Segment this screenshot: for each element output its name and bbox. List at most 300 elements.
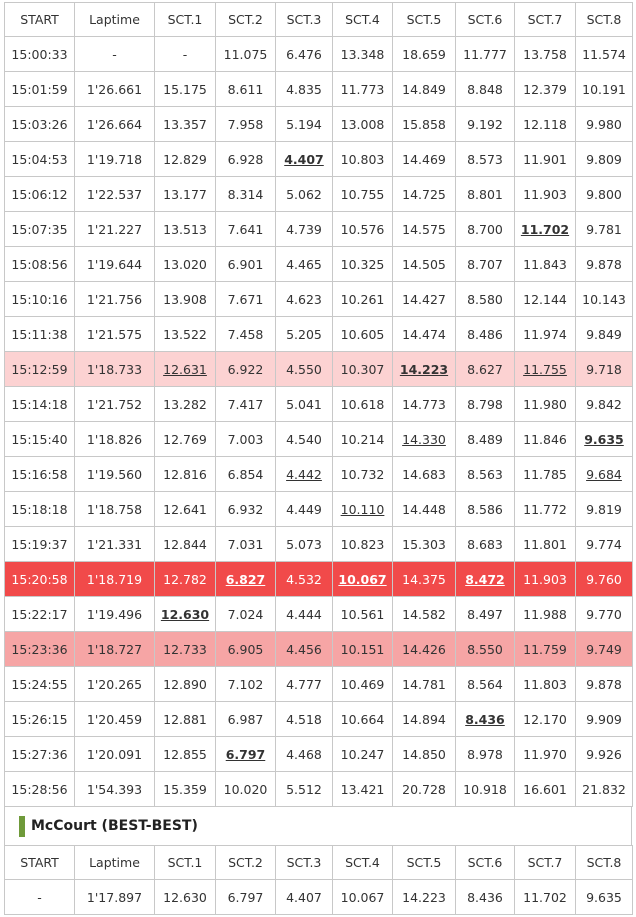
lap-cell-value: 7.671 <box>227 291 264 307</box>
lap-cell-value: 10.020 <box>223 781 268 797</box>
lap-cell-value: 12.170 <box>523 711 567 727</box>
lap-cell <box>456 107 515 142</box>
lap-cell <box>576 527 633 562</box>
lap-cell-value: 1'21.227 <box>86 221 143 237</box>
lap-cell-value: 13.282 <box>163 396 207 412</box>
lap-cell <box>393 107 456 142</box>
lap-cell-value: 9.770 <box>586 606 622 622</box>
lap-cell <box>5 317 75 352</box>
lap-cell <box>75 247 155 282</box>
best-cell: 11.702 <box>515 880 576 915</box>
lap-cell-value: 8.627 <box>467 361 503 377</box>
lap-cell-value: 14.683 <box>402 466 446 482</box>
lap-cell <box>216 317 276 352</box>
lap-cell-value: 8.978 <box>467 746 503 762</box>
lap-cell <box>515 667 576 702</box>
lap-cell <box>75 177 155 212</box>
lap-cell <box>155 667 216 702</box>
lap-table-col-header: SCT.7 <box>515 3 576 37</box>
lap-row <box>5 457 633 492</box>
lap-cell-value: 7.003 <box>227 431 264 447</box>
lap-cell-value: 8.573 <box>467 151 503 167</box>
lap-cell-value: 15:08:56 <box>11 256 68 272</box>
lap-cell <box>456 772 515 807</box>
lap-cell <box>333 667 393 702</box>
lap-cell-value: 12.631 <box>163 361 207 377</box>
lap-cell <box>216 527 276 562</box>
lap-cell-value: 1'20.091 <box>86 746 143 762</box>
lap-cell <box>576 352 633 387</box>
lap-cell-value: 14.330 <box>402 431 446 447</box>
lap-cell-value: 8.563 <box>467 466 503 482</box>
lap-cell-value: 11.702 <box>520 221 570 237</box>
lap-cell-value: - <box>182 46 188 62</box>
lap-cell <box>5 597 75 632</box>
lap-cell <box>75 597 155 632</box>
lap-cell <box>5 492 75 527</box>
lap-cell <box>333 737 393 772</box>
lap-cell-value: 10.325 <box>340 256 385 272</box>
lap-cell <box>333 212 393 247</box>
lap-cell-value: 9.849 <box>586 326 622 342</box>
lap-cell <box>393 282 456 317</box>
lap-cell-value: 15.858 <box>402 116 446 132</box>
lap-cell-value: 1'18.733 <box>86 361 143 377</box>
lap-cell-value: 15:01:59 <box>11 81 68 97</box>
lap-cell <box>5 457 75 492</box>
best-cell: 10.067 <box>333 880 393 915</box>
lap-cell <box>333 282 393 317</box>
lap-cell-value: 4.449 <box>286 501 322 517</box>
lap-cell <box>5 282 75 317</box>
lap-cell <box>5 352 75 387</box>
lap-cell-value: 10.261 <box>340 291 385 307</box>
lap-cell <box>155 247 216 282</box>
lap-cell <box>576 562 633 597</box>
lap-cell-value: 11.759 <box>523 641 567 657</box>
lap-cell <box>576 457 633 492</box>
lap-cell-value: 10.191 <box>582 81 626 97</box>
lap-cell <box>576 72 633 107</box>
lap-cell <box>515 107 576 142</box>
lap-row <box>5 37 633 72</box>
lap-cell <box>333 702 393 737</box>
lap-cell <box>216 702 276 737</box>
lap-cell-value: 4.442 <box>286 466 322 482</box>
lap-table-col-header: SCT.2 <box>216 3 276 37</box>
lap-cell-value: 11.903 <box>523 571 567 587</box>
lap-cell <box>276 702 333 737</box>
lap-cell <box>276 72 333 107</box>
lap-cell <box>216 212 276 247</box>
lap-cell <box>276 247 333 282</box>
lap-cell <box>393 492 456 527</box>
lap-cell-value: 15:24:55 <box>11 676 68 692</box>
lap-cell <box>216 562 276 597</box>
lap-cell <box>515 317 576 352</box>
best-table-col-header: SCT.3 <box>276 846 333 880</box>
lap-cell <box>276 107 333 142</box>
lap-cell-value: 9.760 <box>586 571 622 587</box>
lap-cell-value: 14.725 <box>402 186 446 202</box>
lap-cell <box>155 317 216 352</box>
lap-cell <box>216 177 276 212</box>
lap-cell-value: 6.932 <box>227 501 264 517</box>
lap-cell <box>456 37 515 72</box>
lap-cell-value: 6.922 <box>227 361 264 377</box>
lap-cell-value: 8.611 <box>227 81 264 97</box>
lap-cell <box>456 527 515 562</box>
lap-cell <box>515 632 576 667</box>
lap-cell-value: 6.987 <box>227 711 264 727</box>
lap-cell-value: 8.436 <box>465 711 505 727</box>
lap-cell-value: 1'21.756 <box>86 291 143 307</box>
lap-cell <box>576 247 633 282</box>
best-cell: 8.436 <box>456 880 515 915</box>
lap-cell-value: 11.843 <box>523 256 567 272</box>
lap-cell-value: 1'21.331 <box>86 536 143 552</box>
lap-cell-value: 7.102 <box>227 676 264 692</box>
lap-cell <box>333 177 393 212</box>
lap-row <box>5 142 633 177</box>
lap-cell-value: 14.849 <box>402 81 446 97</box>
lap-cell-value: 12.769 <box>163 431 207 447</box>
lap-cell-value: 15:19:37 <box>11 536 68 552</box>
lap-cell-value: 1'19.560 <box>86 466 143 482</box>
lap-cell-value: 9.819 <box>586 501 622 517</box>
lap-cell-value: 9.878 <box>586 676 622 692</box>
lap-cell-value: 6.854 <box>227 466 264 482</box>
lap-cell-value: 15:11:38 <box>11 326 68 342</box>
lap-cell <box>333 772 393 807</box>
lap-cell-value: 13.908 <box>163 291 207 307</box>
lap-cell-value: 14.575 <box>402 221 446 237</box>
lap-cell <box>155 772 216 807</box>
lap-cell-value: 11.777 <box>463 46 507 62</box>
lap-cell-value: 10.803 <box>340 151 385 167</box>
lap-cell-value: 15:07:35 <box>11 221 68 237</box>
lap-cell-value: 11.785 <box>523 466 567 482</box>
lap-cell-value: 12.844 <box>163 536 207 552</box>
lap-row <box>5 667 633 702</box>
lap-cell-value: 12.816 <box>163 466 207 482</box>
lap-cell <box>216 37 276 72</box>
lap-cell <box>75 527 155 562</box>
lap-cell <box>333 247 393 282</box>
lap-cell-value: 13.522 <box>163 326 207 342</box>
lap-cell <box>515 772 576 807</box>
lap-cell-value: 20.728 <box>402 781 446 797</box>
lap-cell <box>333 352 393 387</box>
lap-cell <box>216 107 276 142</box>
lap-cell-value: 6.905 <box>227 641 264 657</box>
lap-cell-value: 8.798 <box>467 396 503 412</box>
lap-cell-value: 1'19.644 <box>86 256 143 272</box>
lap-cell-value: 4.532 <box>286 571 322 587</box>
lap-cell <box>216 667 276 702</box>
lap-cell <box>456 317 515 352</box>
lap-cell <box>75 737 155 772</box>
lap-cell <box>515 177 576 212</box>
lap-cell <box>216 737 276 772</box>
lap-cell-value: 12.630 <box>160 606 210 622</box>
lap-cell <box>5 562 75 597</box>
lap-cell-value: 11.980 <box>523 396 567 412</box>
lap-cell <box>456 632 515 667</box>
lap-cell-value: 12.379 <box>523 81 567 97</box>
lap-cell <box>216 422 276 457</box>
lap-cell-value: 9.809 <box>586 151 622 167</box>
lap-cell <box>576 702 633 737</box>
lap-cell-value: 12.144 <box>523 291 567 307</box>
lap-cell <box>333 387 393 422</box>
lap-cell-value: 13.008 <box>340 116 385 132</box>
lap-cell <box>333 72 393 107</box>
best-cell: 4.407 <box>276 880 333 915</box>
lap-cell-value: 14.505 <box>402 256 446 272</box>
lap-cell-value: 4.407 <box>284 151 324 167</box>
best-cell: 6.797 <box>216 880 276 915</box>
lap-cell <box>456 212 515 247</box>
lap-cell-value: 14.474 <box>402 326 446 342</box>
lap-cell <box>216 457 276 492</box>
lap-row <box>5 597 633 632</box>
lap-cell-value: 5.194 <box>286 116 322 132</box>
lap-cell-value: 14.781 <box>402 676 446 692</box>
lap-cell <box>276 667 333 702</box>
lap-cell-value: 8.486 <box>467 326 503 342</box>
lap-cell-value: 10.151 <box>340 641 385 657</box>
lap-cell-value: 15:20:58 <box>11 571 68 587</box>
lap-cell <box>155 737 216 772</box>
lap-cell <box>5 212 75 247</box>
lap-cell-value: 15:23:36 <box>11 641 68 657</box>
lap-cell <box>393 737 456 772</box>
lap-cell <box>155 177 216 212</box>
lap-cell <box>393 597 456 632</box>
lap-cell <box>393 72 456 107</box>
lap-cell-value: 1'20.459 <box>86 711 143 727</box>
lap-cell <box>393 387 456 422</box>
best-cell: 12.630 <box>155 880 216 915</box>
lap-cell-value: 4.465 <box>286 256 322 272</box>
lap-cell <box>515 492 576 527</box>
lap-cell <box>75 317 155 352</box>
lap-cell-value: 11.901 <box>523 151 567 167</box>
lap-cell-value: 1'22.537 <box>86 186 143 202</box>
lap-cell-value: 10.664 <box>340 711 385 727</box>
lap-cell-value: 4.468 <box>286 746 322 762</box>
lap-cell-value: 9.192 <box>467 116 503 132</box>
best-cell: 9.635 <box>576 880 633 915</box>
lap-cell-value: 9.926 <box>586 746 622 762</box>
lap-cell <box>576 142 633 177</box>
lap-cell-value: 4.623 <box>286 291 322 307</box>
lap-cell-value: 10.605 <box>340 326 385 342</box>
lap-cell-value: 12.829 <box>163 151 207 167</box>
lap-cell-value: 21.832 <box>582 781 626 797</box>
lap-cell-value: 9.718 <box>586 361 622 377</box>
lap-table-col-header: SCT.4 <box>333 3 393 37</box>
lap-cell-value: 8.683 <box>467 536 503 552</box>
lap-cell-value: 15:03:26 <box>11 116 68 132</box>
lap-row <box>5 387 633 422</box>
lap-cell <box>456 702 515 737</box>
lap-cell <box>576 177 633 212</box>
lap-cell <box>75 37 155 72</box>
lap-cell-value: 15:10:16 <box>11 291 68 307</box>
lap-cell-value: 7.031 <box>227 536 264 552</box>
lap-cell-value: 7.641 <box>227 221 264 237</box>
lap-cell <box>276 387 333 422</box>
lap-cell-value: 14.375 <box>402 571 446 587</box>
lap-cell <box>155 492 216 527</box>
lap-cell-value: 7.458 <box>227 326 264 342</box>
lap-cell-value: 5.512 <box>286 781 322 797</box>
lap-cell-value: 15:04:53 <box>11 151 68 167</box>
lap-row <box>5 212 633 247</box>
lap-cell-value: 11.773 <box>340 81 385 97</box>
lap-cell <box>515 37 576 72</box>
best-best-table <box>4 845 633 915</box>
lap-cell-value: 1'54.393 <box>86 781 143 797</box>
lap-cell <box>333 317 393 352</box>
lap-cell-value: 10.247 <box>340 746 385 762</box>
lap-cell <box>155 597 216 632</box>
lap-cell-value: 15:27:36 <box>11 746 68 762</box>
lap-row <box>5 317 633 352</box>
lap-cell-value: 1'21.752 <box>86 396 143 412</box>
lap-table-col-header: SCT.1 <box>155 3 216 37</box>
lap-cell <box>393 142 456 177</box>
lap-cell <box>155 282 216 317</box>
lap-cell-value: 15.303 <box>402 536 446 552</box>
lap-cell-value: 4.456 <box>286 641 322 657</box>
lap-cell-value: 10.732 <box>340 466 385 482</box>
best-cell: 1'17.897 <box>75 880 155 915</box>
lap-cell <box>276 737 333 772</box>
lap-cell <box>216 352 276 387</box>
lap-cell-value: 14.850 <box>402 746 446 762</box>
lap-cell-value: 4.540 <box>286 431 322 447</box>
lap-cell-value: 10.561 <box>340 606 385 622</box>
lap-cell-value: 4.550 <box>286 361 322 377</box>
lap-cell <box>276 212 333 247</box>
lap-cell <box>5 422 75 457</box>
best-table-col-header: SCT.5 <box>393 846 456 880</box>
lap-cell <box>276 282 333 317</box>
lap-cell <box>456 737 515 772</box>
lap-cell-value: 13.758 <box>523 46 567 62</box>
lap-cell-value: 10.143 <box>582 291 626 307</box>
lap-cell-value: 15:18:18 <box>11 501 68 517</box>
lap-cell-value: 15:00:33 <box>11 46 68 62</box>
lap-cell-value: 8.848 <box>467 81 503 97</box>
lap-cell <box>393 632 456 667</box>
lap-cell-value: 18.659 <box>402 46 446 62</box>
lap-table-col-header: START <box>5 3 75 37</box>
lap-row <box>5 737 633 772</box>
lap-cell <box>155 142 216 177</box>
lap-table-body <box>5 37 633 807</box>
lap-cell <box>5 387 75 422</box>
lap-cell <box>393 37 456 72</box>
best-table-row <box>5 880 633 915</box>
lap-cell-value: 11.846 <box>523 431 567 447</box>
lap-cell <box>515 457 576 492</box>
lap-cell-value: 9.781 <box>586 221 622 237</box>
lap-cell <box>155 107 216 142</box>
lap-cell <box>393 352 456 387</box>
lap-row <box>5 422 633 457</box>
lap-cell <box>5 107 75 142</box>
lap-cell <box>515 72 576 107</box>
lap-cell-value: 11.801 <box>523 536 567 552</box>
lap-cell-value: 11.988 <box>523 606 567 622</box>
lap-cell <box>5 527 75 562</box>
lap-cell <box>393 317 456 352</box>
lap-cell <box>515 562 576 597</box>
lap-cell <box>276 772 333 807</box>
lap-cell-value: 15:26:15 <box>11 711 68 727</box>
lap-cell-value: 8.580 <box>467 291 503 307</box>
lap-cell <box>515 422 576 457</box>
lap-cell-value: 13.421 <box>340 781 385 797</box>
lap-cell-value: 11.574 <box>582 46 626 62</box>
lap-cell <box>155 387 216 422</box>
lap-cell-value: 13.357 <box>163 116 207 132</box>
lap-cell-value: 14.469 <box>402 151 446 167</box>
lap-cell-value: 14.582 <box>402 606 446 622</box>
lap-cell <box>333 422 393 457</box>
lap-cell <box>216 597 276 632</box>
lap-cell-value: 9.909 <box>586 711 622 727</box>
lap-cell-value: 10.307 <box>340 361 385 377</box>
lap-cell-value: 1'18.758 <box>86 501 143 517</box>
lap-cell <box>576 597 633 632</box>
lap-cell <box>276 562 333 597</box>
lap-cell-value: 15:14:18 <box>11 396 68 412</box>
best-table-col-header: SCT.6 <box>456 846 515 880</box>
lap-row <box>5 527 633 562</box>
lap-cell <box>276 527 333 562</box>
lap-cell-value: 5.062 <box>286 186 322 202</box>
best-table-header-row <box>5 846 633 880</box>
lap-cell-value: 15:15:40 <box>11 431 68 447</box>
lap-cell-value: 8.472 <box>465 571 505 587</box>
lap-cell-value: 15:06:12 <box>11 186 68 202</box>
lap-cell <box>576 667 633 702</box>
lap-cell <box>576 422 633 457</box>
lap-cell <box>456 667 515 702</box>
lap-cell <box>276 422 333 457</box>
lap-cell-value: 6.797 <box>225 746 266 762</box>
lap-cell-value: 12.118 <box>523 116 567 132</box>
lap-cell-value: 14.426 <box>402 641 446 657</box>
lap-cell <box>75 422 155 457</box>
lap-cell <box>216 492 276 527</box>
lap-cell <box>576 492 633 527</box>
lap-cell-value: 8.707 <box>467 256 503 272</box>
lap-cell <box>5 702 75 737</box>
lap-cell <box>393 527 456 562</box>
lap-cell <box>576 737 633 772</box>
lap-table-header-row <box>5 3 633 37</box>
lap-cell <box>515 702 576 737</box>
lap-cell <box>515 527 576 562</box>
lap-cell-value: 1'21.575 <box>86 326 143 342</box>
best-table-col-header: Laptime <box>75 846 155 880</box>
